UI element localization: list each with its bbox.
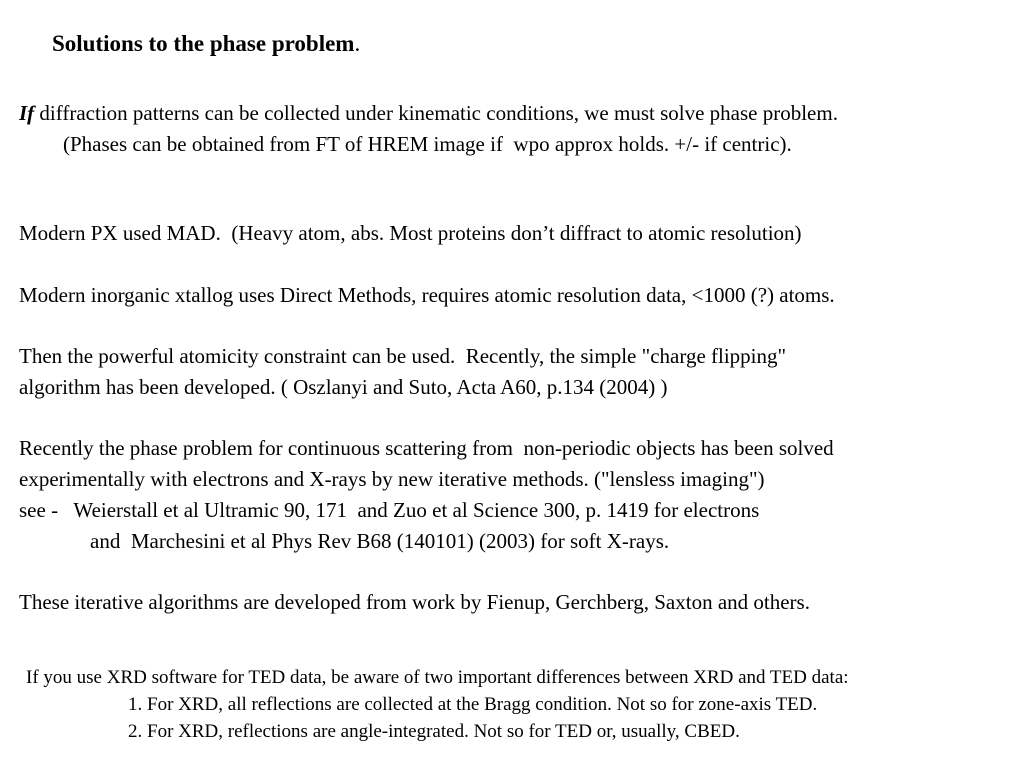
note-line1: If you use XRD software for TED data, be aware of two important differences between XRD and TED data: xyxy=(26,667,849,688)
para1-lead-word: If xyxy=(19,101,35,125)
para2-line1: Modern PX used MAD. (Heavy atom, abs. Most proteins don’t diffract to atomic resolution) xyxy=(19,221,802,245)
para3-line1: Modern inorganic xtallog uses Direct Methods, requires atomic resolution data, <1000 (?) atoms. xyxy=(19,283,835,307)
para5-line3: see - Weierstall et al Ultramic 90, 171 and Zuo et al Science 300, p. 1419 for electrons xyxy=(19,498,760,522)
para5-line4: and Marchesini et al Phys Rev B68 (140101) (2003) for soft X-rays. xyxy=(90,529,670,553)
para5-line2: experimentally with electrons and X-rays by new iterative methods. ("lensless imaging") xyxy=(19,467,765,491)
para5-line1: Recently the phase problem for continuous scattering from non-periodic objects has been solved xyxy=(19,436,834,460)
para1-line1 xyxy=(19,100,838,126)
para1-line1-text: diffraction patterns can be collected under kinematic conditions, we must solve phase problem. xyxy=(34,101,838,125)
para4-line2: algorithm has been developed. ( Oszlanyi and Suto, Acta A60, p.134 (2004) ) xyxy=(19,375,668,399)
para4-line1: Then the powerful atomicity constraint can be used. Recently, the simple "charge flipping" xyxy=(19,344,787,368)
slide-title xyxy=(52,31,360,57)
title-text: Solutions to the phase problem xyxy=(52,31,355,56)
title-period: . xyxy=(354,31,361,56)
note-item2: 2. For XRD, reflections are angle-integrated. Not so for TED or, usually, CBED. xyxy=(128,721,740,742)
para1-line2: (Phases can be obtained from FT of HREM image if wpo approx holds. +/- if centric). xyxy=(63,132,792,156)
para6-line1: These iterative algorithms are developed from work by Fienup, Gerchberg, Saxton and others. xyxy=(19,590,810,614)
note-item1: 1. For XRD, all reflections are collected at the Bragg condition. Not so for zone-axis TED. xyxy=(128,694,818,715)
